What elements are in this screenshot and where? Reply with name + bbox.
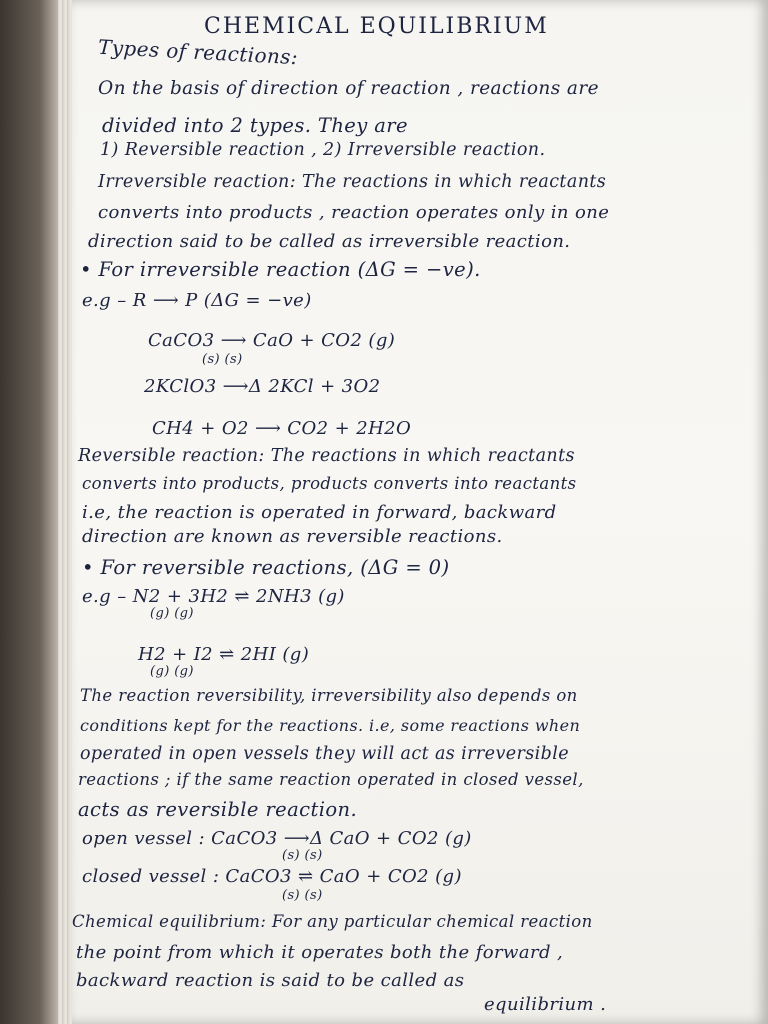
note-line: backward reaction is said to be called as (76, 970, 465, 991)
note-line: the point from which it operates both the forward , (76, 942, 564, 963)
state-subscript: (s) (s) (202, 352, 243, 367)
equation: CH4 + O2 ⟶ CO2 + 2H2O (152, 418, 412, 439)
state-subscript: (g) (g) (150, 606, 194, 621)
note-line: The reaction reversibility, irreversibility also depends on (80, 686, 578, 705)
irreversible-definition: Irreversible reaction: The reactions in which reactants (98, 172, 607, 192)
page-title: CHEMICAL EQUILIBRIUM (204, 14, 549, 39)
state-subscript: (g) (g) (150, 664, 194, 679)
note-line: divided into 2 types. They are (102, 114, 408, 137)
equation-open-vessel: open vessel : CaCO3 ⟶Δ CaO + CO2 (g) (82, 828, 472, 849)
note-line: • For reversible reactions, (ΔG = 0) (82, 556, 450, 579)
equation: H2 + I2 ⇌ 2HI (g) (138, 644, 310, 665)
section-heading-types: Types of reactions: (97, 34, 299, 70)
equation: e.g – R ⟶ P (ΔG = −ve) (82, 290, 312, 311)
note-line: • For irreversible reaction (ΔG = −ve). (80, 258, 481, 281)
note-line: On the basis of direction of reaction , reactions are (98, 78, 599, 99)
equation: CaCO3 ⟶ CaO + CO2 (g) (148, 330, 396, 351)
notebook-page (72, 0, 768, 1024)
note-line: conditions kept for the reactions. i.e, some reactions when (80, 716, 581, 735)
state-subscript: (s) (s) (282, 848, 323, 863)
equation: e.g – N2 + 3H2 ⇌ 2NH3 (g) (82, 586, 345, 607)
note-line: converts into products , reaction operates only in one (98, 202, 610, 223)
note-line: reactions ; if the same reaction operated in closed vessel, (78, 770, 584, 789)
equation: 2KClO3 ⟶Δ 2KCl + 3O2 (144, 376, 381, 397)
note-line: operated in open vessels they will act as irreversible (80, 744, 569, 764)
note-line: acts as reversible reaction. (78, 798, 358, 821)
equilibrium-definition: Chemical equilibrium: For any particular chemical reaction (72, 912, 593, 931)
note-line: i.e, the reaction is operated in forward, backward (82, 502, 557, 523)
note-line: converts into products, products converts into reactants (82, 474, 577, 493)
equation-closed-vessel: closed vessel : CaCO3 ⇌ CaO + CO2 (g) (82, 866, 462, 887)
note-line: 1) Reversible reaction , 2) Irreversible reaction. (100, 140, 546, 160)
state-subscript: (s) (s) (282, 888, 323, 903)
note-line: direction are known as reversible reactions. (82, 526, 503, 547)
reversible-definition: Reversible reaction: The reactions in which reactants (78, 446, 575, 466)
note-line: equilibrium . (484, 994, 607, 1015)
note-line: direction said to be called as irreversible reaction. (88, 231, 571, 252)
